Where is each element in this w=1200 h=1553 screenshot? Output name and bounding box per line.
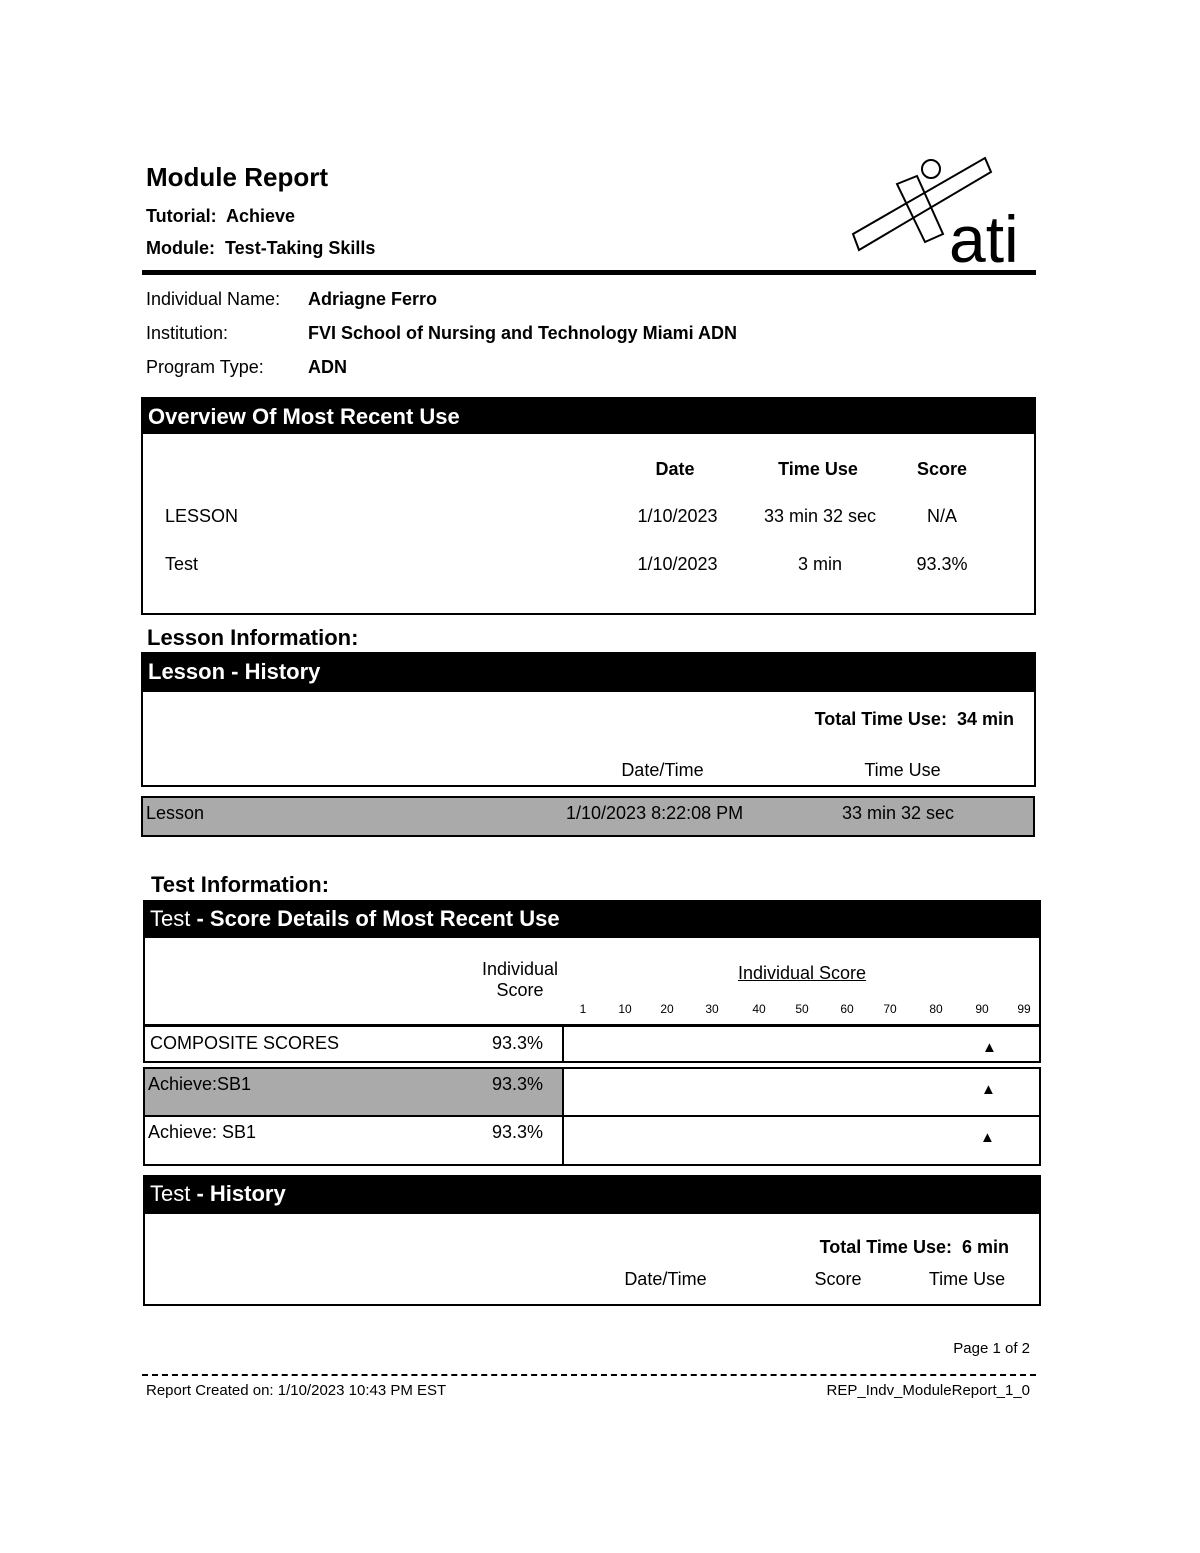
test-history-total: [700, 1237, 1009, 1258]
scale-tick: 90: [975, 1002, 989, 1016]
tutorial-value: Achieve: [226, 206, 296, 226]
scale-tick: 50: [795, 1002, 809, 1016]
name-label: Individual Name:: [146, 289, 281, 309]
report-id: REP_Indv_ModuleReport_1_0: [826, 1382, 1030, 1399]
score-marker-icon: ▲: [980, 1129, 995, 1146]
score-row-scale-cell: [562, 1115, 1041, 1166]
lesson-total-label: Total Time Use:: [814, 709, 947, 729]
ati-logo: [845, 150, 1040, 268]
scale-tick: 80: [929, 1002, 943, 1016]
report-created: Report Created on: 1/10/2023 10:43 PM EST: [146, 1382, 447, 1399]
overview-row-name: Test: [165, 554, 199, 574]
score-row-scale-cell: [562, 1024, 1041, 1063]
test-history-total-value: 6 min: [961, 1237, 1009, 1257]
test-history-bar-prefix: Test: [150, 1181, 191, 1206]
institution-value: FVI School of Nursing and Technology Miami ADN: [308, 323, 738, 343]
name-value: Adriagne Ferro: [308, 289, 438, 309]
lesson-section-label: Lesson Information:: [147, 625, 359, 650]
score-marker-icon: ▲: [981, 1081, 996, 1098]
page-title: Module Report: [146, 162, 328, 192]
scale-tick: 30: [705, 1002, 719, 1016]
lesson-bar-prefix: Lesson: [148, 659, 226, 684]
institution-label: Institution:: [146, 323, 229, 343]
individual-score-line2: Score: [496, 980, 544, 1000]
test-history-total-label: Total Time Use:: [819, 1237, 952, 1257]
score-marker-icon: ▲: [982, 1039, 997, 1056]
logo-text: ati: [949, 202, 1019, 268]
overview-col-timeuse: Time Use: [778, 459, 858, 479]
test-history-col-datetime: Date/Time: [624, 1269, 707, 1289]
overview-row-date: 1/10/2023: [637, 506, 718, 526]
scale-tick: 40: [752, 1002, 766, 1016]
test-col-individual-score: [460, 959, 580, 1001]
score-row-score: 93.3%: [492, 1033, 544, 1053]
scale-tick: 99: [1017, 1002, 1031, 1016]
scale-tick: 1: [579, 1002, 587, 1016]
lesson-total-value: 34 min: [956, 709, 1014, 729]
score-row-label-cell: [143, 1067, 564, 1117]
header-rule: [142, 270, 1036, 275]
page-number: Page 1 of 2: [953, 1340, 1030, 1357]
overview-row-score: N/A: [926, 506, 957, 526]
test-score-title-bar: [144, 901, 1040, 938]
program-value: ADN: [308, 357, 347, 377]
lesson-col-datetime: Date/Time: [621, 760, 704, 780]
lesson-total-time: [700, 709, 1014, 730]
scale-tick: 20: [660, 1002, 674, 1016]
overview-row-score: 93.3%: [916, 554, 968, 574]
tutorial-label: Tutorial:: [146, 206, 217, 226]
test-history-title-bar: [144, 1176, 1040, 1214]
test-section-label: Test Information:: [151, 872, 330, 897]
overview-row-time: 33 min 32 sec: [763, 506, 877, 526]
module-value: Test-Taking Skills: [225, 238, 376, 258]
lesson-bar-suffix: - History: [225, 659, 321, 684]
score-row-label-cell: [143, 1024, 564, 1063]
overview-row-date: 1/10/2023: [637, 554, 718, 574]
test-bar-prefix: Test: [150, 906, 191, 931]
module-line: [146, 238, 375, 259]
overview-row-name: LESSON: [165, 506, 239, 526]
scale-tick: 70: [883, 1002, 897, 1016]
overview-row-time: 3 min: [797, 554, 842, 574]
lesson-row-datetime: 1/10/2023 8:22:08 PM: [566, 803, 744, 823]
test-history-bar-suffix: - History: [190, 1181, 286, 1206]
overview-col-score: Score: [916, 459, 968, 479]
footer-divider: [142, 1374, 1036, 1376]
score-row-label-cell: [143, 1115, 564, 1166]
score-row-scale-cell: [562, 1067, 1041, 1117]
score-row-name: Achieve: SB1: [148, 1122, 257, 1142]
individual-score-line1: Individual: [481, 959, 559, 979]
score-row-name: Achieve:SB1: [148, 1074, 252, 1094]
scale-title: Individual Score: [737, 963, 867, 983]
lesson-history-row: [141, 796, 1035, 837]
score-row-score: 93.3%: [492, 1074, 544, 1094]
test-history-col-score: Score: [814, 1269, 862, 1289]
module-label: Module:: [146, 238, 215, 258]
program-label: Program Type:: [146, 357, 264, 377]
lesson-row-name: Lesson: [146, 803, 205, 823]
tutorial-line: [146, 206, 295, 227]
test-bar-suffix: - Score Details of Most Recent Use: [190, 906, 560, 931]
score-row-score: 93.3%: [492, 1122, 544, 1142]
scale-tick: 60: [840, 1002, 854, 1016]
overview-title-bar: Overview Of Most Recent Use: [142, 399, 1035, 434]
scale-tick: 10: [618, 1002, 632, 1016]
overview-col-date: Date: [655, 459, 695, 479]
lesson-col-timeuse: Time Use: [864, 760, 941, 780]
lesson-history-title-bar: [142, 653, 1035, 692]
lesson-row-time: 33 min 32 sec: [842, 803, 955, 823]
score-row-name: COMPOSITE SCORES: [150, 1033, 340, 1053]
test-history-col-timeuse: Time Use: [928, 1269, 1006, 1289]
